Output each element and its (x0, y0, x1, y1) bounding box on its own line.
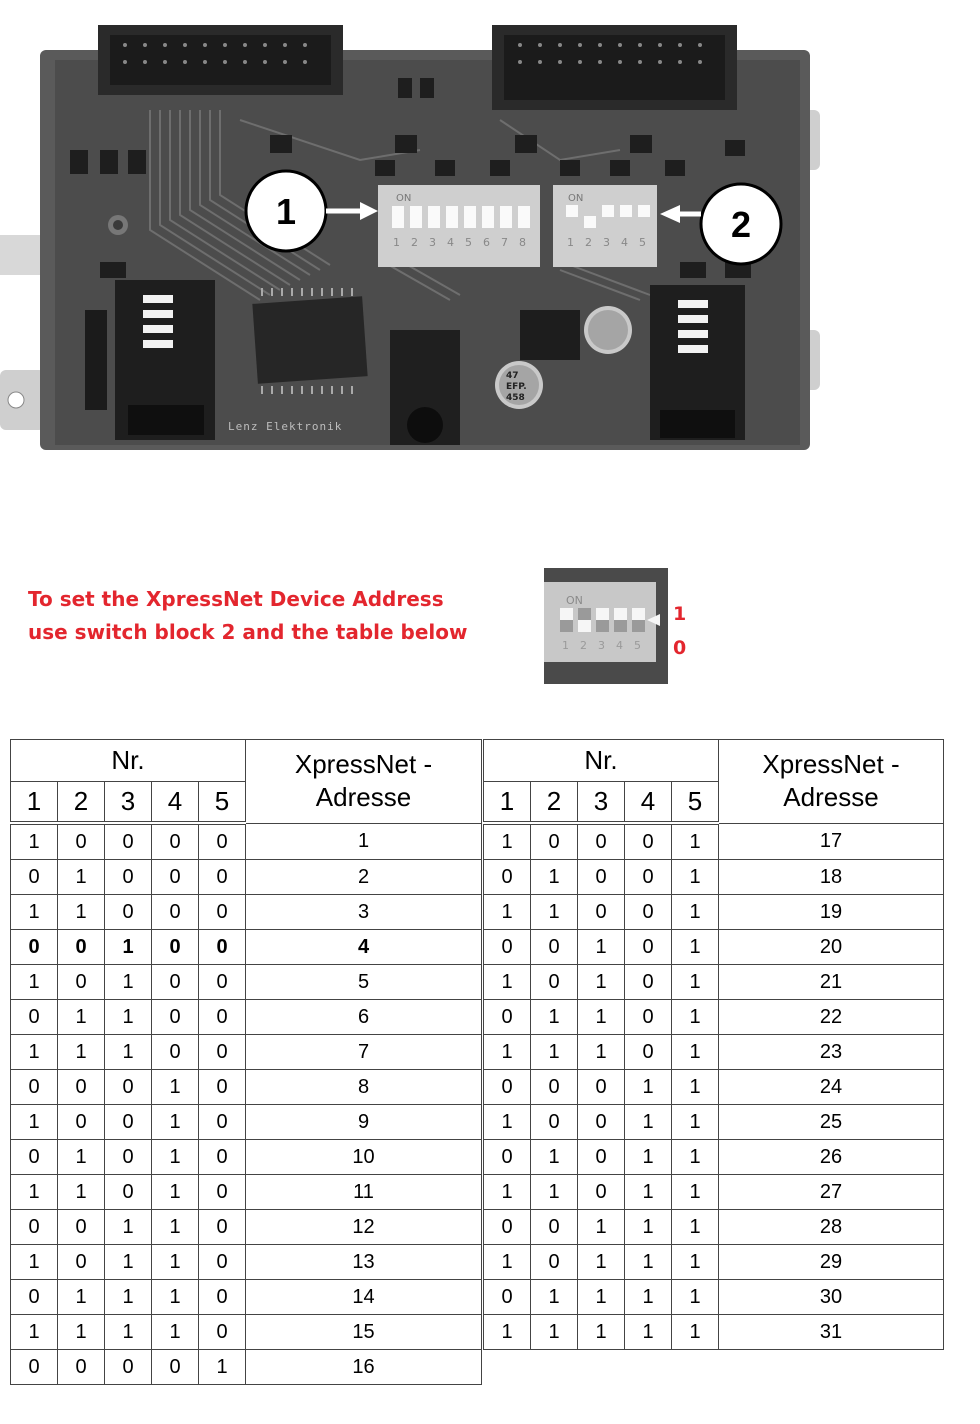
switch-bit-cell: 0 (484, 1070, 531, 1105)
table-row (11, 1000, 482, 1035)
switch-bit-cell: 1 (11, 823, 58, 860)
switch-bit-cell: 0 (58, 1070, 105, 1105)
switch-bit-cell: 0 (152, 860, 199, 895)
switch-bit-cell: 1 (58, 1140, 105, 1175)
address-cell: 14 (246, 1280, 482, 1315)
switch-bit-cell: 1 (11, 895, 58, 930)
svg-text:1: 1 (567, 236, 574, 249)
switch-bit-cell: 1 (152, 1175, 199, 1210)
switch-bit-cell: 0 (531, 965, 578, 1000)
address-cell: 22 (719, 1000, 944, 1035)
table-row (484, 1140, 944, 1175)
switch-bit-cell: 1 (105, 1000, 152, 1035)
switch-bit-cell: 0 (11, 1280, 58, 1315)
bit-header: 1 (484, 782, 531, 824)
svg-text:ON: ON (396, 193, 412, 204)
table-row (11, 930, 482, 965)
switch-bit-cell: 0 (484, 1000, 531, 1035)
address-cell: 30 (719, 1280, 944, 1315)
instruction-line-1: To set the XpressNet Device Address (28, 587, 444, 611)
switch-bit-cell: 0 (578, 860, 625, 895)
address-cell: 10 (246, 1140, 482, 1175)
switch-bit-cell: 1 (105, 1035, 152, 1070)
switch-bit-cell: 0 (531, 1070, 578, 1105)
switch-bit-cell: 0 (531, 1105, 578, 1140)
switch-bit-cell: 0 (199, 1035, 246, 1070)
switch-bit-cell: 1 (11, 1315, 58, 1350)
switch-bit-cell: 0 (105, 1105, 152, 1140)
table-row (11, 860, 482, 895)
address-cell: 21 (719, 965, 944, 1000)
bit-header: 3 (105, 782, 152, 824)
address-cell: 11 (246, 1175, 482, 1210)
switch-bit-cell: 1 (578, 930, 625, 965)
switch-bit-cell: 0 (58, 1210, 105, 1245)
switch-bit-cell: 0 (199, 1105, 246, 1140)
svg-text:2: 2 (580, 639, 587, 652)
table-row (484, 1245, 944, 1280)
switch-bit-cell: 0 (578, 823, 625, 860)
svg-text:3: 3 (603, 236, 610, 249)
switch-bit-cell: 1 (484, 1175, 531, 1210)
bit-header: 5 (199, 782, 246, 824)
switch-bit-cell: 1 (672, 965, 719, 1000)
switch-bit-cell: 0 (105, 1175, 152, 1210)
svg-text:1: 1 (562, 639, 569, 652)
switch-bit-cell: 1 (531, 860, 578, 895)
switch-bit-cell: 1 (578, 1000, 625, 1035)
switch-bit-cell: 0 (531, 823, 578, 860)
nr-header: Nr. (484, 740, 719, 782)
dip-switch-zoom-photo (544, 568, 668, 684)
table-row (484, 823, 944, 860)
switch-bit-cell: 1 (672, 1245, 719, 1280)
switch-bit-cell: 1 (484, 1315, 531, 1350)
switch-bit-cell: 0 (578, 1070, 625, 1105)
switch-bit-cell: 0 (199, 1070, 246, 1105)
switch-bit-cell: 0 (484, 1210, 531, 1245)
switch-bit-cell: 0 (58, 1245, 105, 1280)
switch-bit-cell: 0 (531, 930, 578, 965)
table-row (11, 1175, 482, 1210)
switch-bit-cell: 0 (199, 1210, 246, 1245)
switch-bit-cell: 1 (152, 1070, 199, 1105)
svg-text:5: 5 (639, 236, 646, 249)
address-cell: 2 (246, 860, 482, 895)
switch-bit-cell: 1 (199, 1350, 246, 1385)
switch-bit-cell: 1 (152, 1105, 199, 1140)
switch-bit-cell: 0 (105, 1140, 152, 1175)
switch-bit-cell: 0 (199, 1140, 246, 1175)
switch-bit-cell: 1 (625, 1210, 672, 1245)
switch-bit-cell: 0 (199, 823, 246, 860)
table-row (484, 860, 944, 895)
bit-header: 4 (625, 782, 672, 824)
switch-bit-cell: 1 (625, 1140, 672, 1175)
switch-bit-cell: 1 (625, 1070, 672, 1105)
switch-bit-cell: 0 (152, 823, 199, 860)
switch-bit-cell: 1 (105, 1315, 152, 1350)
bit-header: 5 (672, 782, 719, 824)
switch-bit-cell: 1 (672, 1035, 719, 1070)
switch-bit-cell: 1 (58, 860, 105, 895)
switch-bit-cell: 1 (11, 965, 58, 1000)
switch-bit-cell: 1 (672, 1105, 719, 1140)
switch-bit-cell: 1 (578, 1210, 625, 1245)
svg-text:1: 1 (275, 191, 297, 232)
switch-bit-cell: 1 (484, 823, 531, 860)
switch-bit-cell: 1 (672, 860, 719, 895)
switch-bit-cell: 1 (625, 1105, 672, 1140)
switch-bit-cell: 0 (58, 1350, 105, 1385)
switch-bit-cell: 0 (199, 1245, 246, 1280)
switch-bit-cell: 0 (11, 1140, 58, 1175)
switch-bit-cell: 1 (672, 930, 719, 965)
switch-bit-cell: 1 (578, 965, 625, 1000)
circuit-board-photo (0, 0, 820, 470)
switch-bit-cell: 0 (11, 860, 58, 895)
svg-text:2: 2 (730, 204, 752, 245)
switch-bit-cell: 0 (199, 965, 246, 1000)
table-row (484, 1210, 944, 1245)
switch-bit-cell: 1 (625, 1315, 672, 1350)
address-cell: 5 (246, 965, 482, 1000)
switch-bit-cell: 1 (484, 965, 531, 1000)
switch-bit-cell: 1 (105, 1245, 152, 1280)
switch-bit-cell: 0 (484, 1140, 531, 1175)
switch-bit-cell: 1 (672, 1280, 719, 1315)
switch-bit-cell: 1 (58, 1035, 105, 1070)
table-row (11, 1105, 482, 1140)
switch-bit-cell: 0 (11, 930, 58, 965)
switch-bit-cell: 1 (531, 1140, 578, 1175)
switch-bit-cell: 1 (152, 1210, 199, 1245)
switch-bit-cell: 1 (484, 1105, 531, 1140)
switch-bit-cell: 0 (531, 1210, 578, 1245)
address-table-right-body (484, 823, 944, 1350)
switch-bit-cell: 0 (625, 1035, 672, 1070)
switch-bit-cell: 0 (578, 1105, 625, 1140)
switch-bit-cell: 0 (152, 1000, 199, 1035)
switch-bit-cell: 1 (672, 1140, 719, 1175)
switch-bit-cell: 1 (11, 1035, 58, 1070)
switch-bit-cell: 0 (152, 930, 199, 965)
switch-bit-cell: 0 (105, 1350, 152, 1385)
table-row (11, 1070, 482, 1105)
switch-bit-cell: 1 (11, 1175, 58, 1210)
switch-bit-cell: 0 (625, 860, 672, 895)
switch-bit-cell: 1 (578, 1035, 625, 1070)
address-cell: 27 (719, 1175, 944, 1210)
svg-text:2: 2 (411, 236, 418, 249)
switch-bit-cell: 0 (152, 1350, 199, 1385)
switch-bit-cell: 0 (199, 895, 246, 930)
svg-text:458: 458 (506, 393, 525, 403)
address-cell: 1 (246, 823, 482, 860)
table-row (11, 895, 482, 930)
instruction-line-2: use switch block 2 and the table below (28, 620, 468, 644)
switch-bit-cell: 0 (484, 930, 531, 965)
svg-text:4: 4 (621, 236, 628, 249)
address-cell: 28 (719, 1210, 944, 1245)
switch-bit-cell: 1 (152, 1245, 199, 1280)
svg-text:5: 5 (634, 639, 641, 652)
switch-bit-cell: 1 (625, 1175, 672, 1210)
bit-header: 1 (11, 782, 58, 824)
bit-header: 2 (531, 782, 578, 824)
address-header: XpressNet - Adresse (246, 740, 482, 824)
switch-bit-cell: 1 (484, 895, 531, 930)
nr-header: Nr. (11, 740, 246, 782)
switch-bit-cell: 0 (11, 1000, 58, 1035)
table-row (11, 1280, 482, 1315)
svg-text:7: 7 (501, 236, 508, 249)
switch-bit-cell: 0 (58, 823, 105, 860)
switch-bit-cell: 1 (58, 1000, 105, 1035)
address-cell: 29 (719, 1245, 944, 1280)
switch-bit-cell: 1 (531, 1035, 578, 1070)
address-cell: 4 (246, 930, 482, 965)
switch-bit-cell: 1 (531, 1175, 578, 1210)
switch-bit-cell: 1 (105, 930, 152, 965)
switch-bit-cell: 1 (58, 1175, 105, 1210)
bit-header: 2 (58, 782, 105, 824)
switch-bit-cell: 0 (199, 1175, 246, 1210)
table-row (484, 1070, 944, 1105)
svg-text:47: 47 (506, 371, 519, 381)
switch-bit-cell: 1 (58, 895, 105, 930)
svg-text:EFP.: EFP. (506, 382, 527, 392)
instruction-text (28, 583, 498, 649)
switch-off-label: 0 (673, 637, 687, 659)
switch-bit-cell: 1 (105, 965, 152, 1000)
bit-header: 4 (152, 782, 199, 824)
switch-bit-cell: 0 (199, 1315, 246, 1350)
address-cell: 7 (246, 1035, 482, 1070)
switch-bit-cell: 1 (672, 823, 719, 860)
address-cell: 23 (719, 1035, 944, 1070)
switch-bit-cell: 0 (58, 1105, 105, 1140)
switch-bit-cell: 0 (199, 860, 246, 895)
table-row (11, 1210, 482, 1245)
switch-bit-cell: 1 (672, 895, 719, 930)
switch-bit-cell: 1 (484, 1035, 531, 1070)
switch-bit-cell: 1 (105, 1210, 152, 1245)
address-cell: 6 (246, 1000, 482, 1035)
table-row (11, 823, 482, 860)
switch-bit-cell: 1 (58, 1280, 105, 1315)
table-row (484, 965, 944, 1000)
svg-text:3: 3 (429, 236, 436, 249)
table-row (11, 1245, 482, 1280)
svg-text:4: 4 (447, 236, 454, 249)
address-header: XpressNet - Adresse (719, 740, 944, 824)
address-cell: 17 (719, 823, 944, 860)
address-cell: 25 (719, 1105, 944, 1140)
switch-bit-cell: 0 (625, 930, 672, 965)
table-row (11, 1035, 482, 1070)
switch-bit-cell: 1 (672, 1000, 719, 1035)
address-cell: 16 (246, 1350, 482, 1385)
address-cell: 12 (246, 1210, 482, 1245)
switch-bit-cell: 0 (578, 895, 625, 930)
switch-bit-cell: 1 (672, 1210, 719, 1245)
table-row (484, 930, 944, 965)
switch-on-label: 1 (673, 603, 687, 625)
address-cell: 3 (246, 895, 482, 930)
switch-bit-cell: 1 (531, 1000, 578, 1035)
switch-bit-cell: 1 (11, 1245, 58, 1280)
switch-bit-cell: 0 (105, 860, 152, 895)
address-cell: 24 (719, 1070, 944, 1105)
switch-bit-cell: 0 (625, 895, 672, 930)
table-row (484, 1035, 944, 1070)
table-row (11, 965, 482, 1000)
switch-bit-cell: 0 (105, 895, 152, 930)
svg-text:2: 2 (585, 236, 592, 249)
svg-text:3: 3 (598, 639, 605, 652)
switch-bit-cell: 0 (58, 930, 105, 965)
switch-bit-cell: 1 (58, 1315, 105, 1350)
switch-bit-cell: 1 (625, 1280, 672, 1315)
switch-bit-cell: 0 (484, 1280, 531, 1315)
table-row (11, 1140, 482, 1175)
switch-bit-cell: 1 (105, 1280, 152, 1315)
address-cell: 9 (246, 1105, 482, 1140)
switch-bit-cell: 1 (531, 1315, 578, 1350)
switch-bit-cell: 0 (625, 823, 672, 860)
table-row (484, 1000, 944, 1035)
table-row (11, 1350, 482, 1385)
address-table-left-body (11, 823, 482, 1385)
switch-bit-cell: 0 (199, 930, 246, 965)
switch-bit-cell: 1 (152, 1315, 199, 1350)
svg-text:1: 1 (393, 236, 400, 249)
switch-bit-cell: 1 (578, 1315, 625, 1350)
table-row (11, 1315, 482, 1350)
switch-bit-cell: 0 (105, 823, 152, 860)
switch-bit-cell: 0 (11, 1210, 58, 1245)
table-row (484, 1105, 944, 1140)
switch-bit-cell: 1 (672, 1070, 719, 1105)
address-cell: 8 (246, 1070, 482, 1105)
table-row (484, 895, 944, 930)
switch-bit-cell: 1 (672, 1315, 719, 1350)
switch-bit-cell: 0 (484, 860, 531, 895)
switch-bit-cell: 0 (11, 1070, 58, 1105)
switch-bit-cell: 1 (11, 1105, 58, 1140)
switch-bit-cell: 0 (11, 1350, 58, 1385)
switch-bit-cell: 1 (578, 1280, 625, 1315)
bit-header: 3 (578, 782, 625, 824)
switch-bit-cell: 0 (152, 895, 199, 930)
switch-bit-cell: 0 (152, 1035, 199, 1070)
switch-bit-cell: 0 (578, 1140, 625, 1175)
switch-bit-cell: 0 (625, 965, 672, 1000)
switch-bit-cell: 0 (625, 1000, 672, 1035)
switch-bit-cell: 1 (152, 1280, 199, 1315)
switch-bit-cell: 1 (484, 1245, 531, 1280)
address-table-right (483, 739, 944, 1350)
switch-bit-cell: 1 (152, 1140, 199, 1175)
svg-text:Lenz Elektronik: Lenz Elektronik (228, 420, 343, 433)
address-cell: 13 (246, 1245, 482, 1280)
svg-text:8: 8 (519, 236, 526, 249)
svg-text:6: 6 (483, 236, 490, 249)
switch-bit-cell: 1 (531, 895, 578, 930)
address-cell: 31 (719, 1315, 944, 1350)
svg-text:4: 4 (616, 639, 623, 652)
address-cell: 18 (719, 860, 944, 895)
address-cell: 20 (719, 930, 944, 965)
switch-bit-cell: 1 (672, 1175, 719, 1210)
svg-text:5: 5 (465, 236, 472, 249)
switch-bit-cell: 1 (578, 1245, 625, 1280)
switch-bit-cell: 0 (152, 965, 199, 1000)
table-row (484, 1175, 944, 1210)
switch-bit-cell: 0 (105, 1070, 152, 1105)
address-table-left (10, 739, 482, 1385)
switch-bit-cell: 0 (578, 1175, 625, 1210)
address-cell: 15 (246, 1315, 482, 1350)
address-cell: 26 (719, 1140, 944, 1175)
svg-text:ON: ON (566, 594, 583, 607)
switch-bit-cell: 0 (58, 965, 105, 1000)
switch-bit-cell: 0 (199, 1000, 246, 1035)
switch-bit-cell: 1 (531, 1280, 578, 1315)
switch-bit-cell: 1 (625, 1245, 672, 1280)
svg-text:ON: ON (568, 193, 584, 204)
table-row (484, 1280, 944, 1315)
table-row (484, 1315, 944, 1350)
address-cell: 19 (719, 895, 944, 930)
switch-bit-cell: 0 (199, 1280, 246, 1315)
switch-bit-cell: 0 (531, 1245, 578, 1280)
